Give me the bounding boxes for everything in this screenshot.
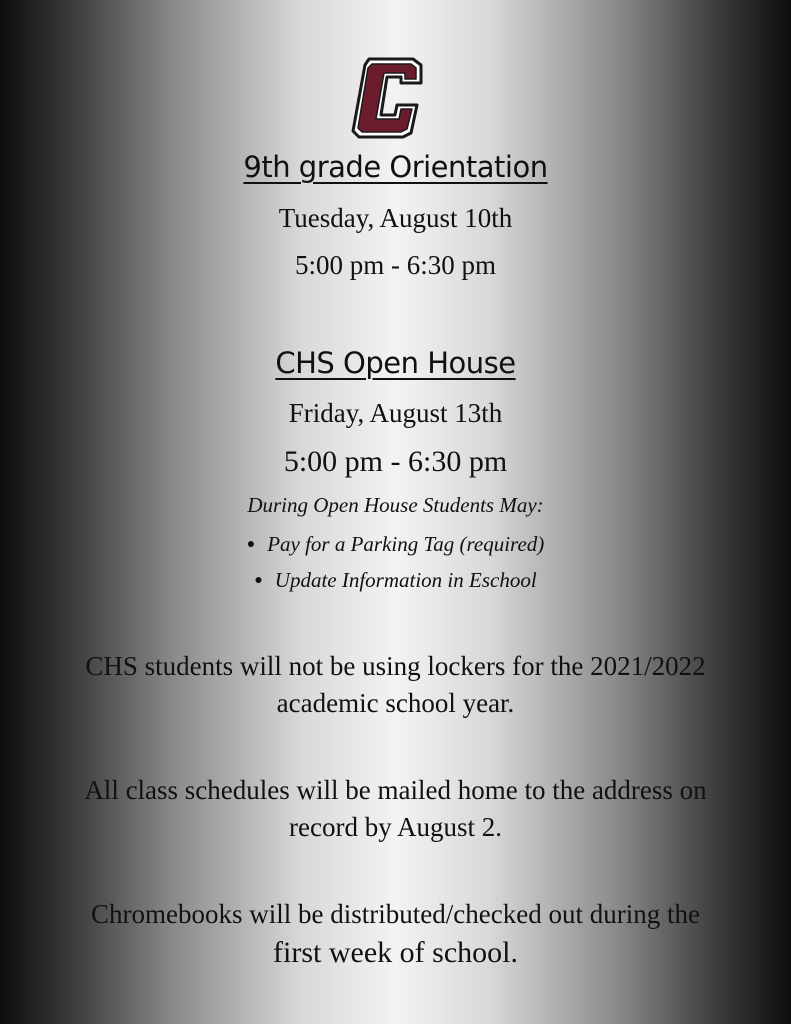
bullet-icon: ● <box>246 537 256 552</box>
open-house-date: Friday, August 13th <box>288 398 503 428</box>
orientation-time: 5:00 pm - 6:30 pm <box>295 250 496 280</box>
lockers-notice-line-2: academic school year. <box>276 688 515 718</box>
list-item: ● Pay for a Parking Tag (required) <box>246 532 545 556</box>
bullet-icon: ● <box>254 573 263 588</box>
list-item: ● Update Information in Eschool <box>254 568 537 592</box>
open-house-intro: During Open House Students May: <box>247 493 544 517</box>
chromebooks-notice-line-2: first week of school. <box>273 936 518 969</box>
orientation-date: Tuesday, August 10th <box>278 203 513 233</box>
open-house-time: 5:00 pm - 6:30 pm <box>283 445 508 478</box>
schedules-notice-line-1: All class schedules will be mailed home to the address on <box>84 775 707 805</box>
orientation-title: 9th grade Orientation <box>243 150 548 184</box>
schedules-notice-line-2: record by August 2. <box>289 812 502 842</box>
open-house-title: CHS Open House <box>275 346 516 380</box>
lockers-notice-line-1: CHS students will not be using lockers for the 2021/2022 <box>85 651 706 681</box>
chromebooks-notice-line-1: Chromebooks will be distributed/checked out during the <box>91 899 700 929</box>
school-logo-c-icon <box>351 55 423 139</box>
